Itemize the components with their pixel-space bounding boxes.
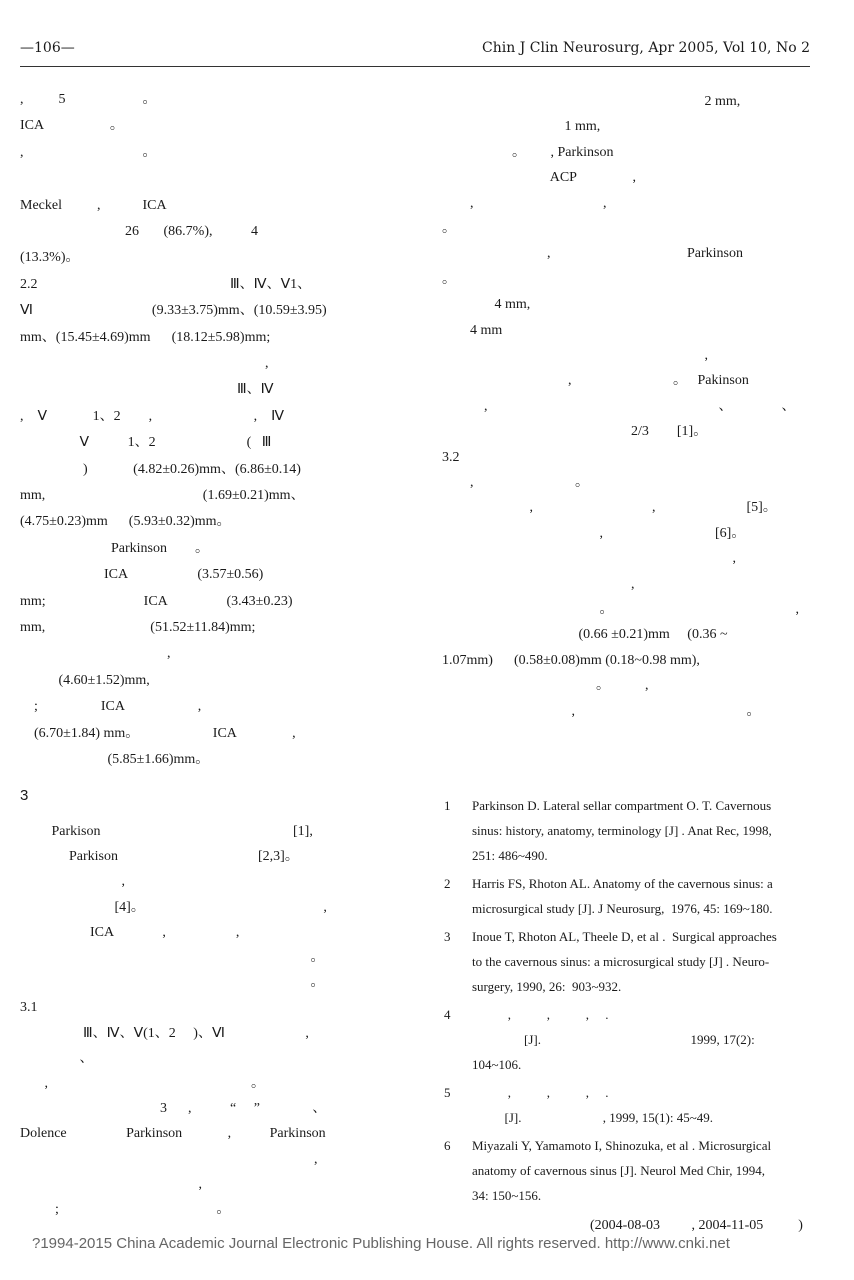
- text-line: Parkison [1],: [20, 824, 313, 839]
- text-line: 。: [442, 221, 456, 236]
- text-line: ,: [442, 348, 708, 363]
- text-line: [4]。 ,: [20, 899, 327, 915]
- text-line: , 5 。: [20, 92, 157, 107]
- text-line: Parkison [2,3]。: [20, 849, 299, 865]
- reference-line: 251: 486~490.: [472, 848, 548, 863]
- text-line: 4 mm: [442, 322, 503, 338]
- text-line: Parkinson 。: [20, 540, 209, 556]
- text-line: Ⅲ、Ⅳ: [20, 382, 274, 398]
- text-line: 2.2 Ⅲ、Ⅳ、Ⅴ1、: [20, 276, 312, 292]
- text-line: ,: [20, 1176, 202, 1192]
- text-line: 2 mm,: [442, 94, 741, 109]
- text-line: 1.07mm) (0.58±0.08)mm (0.18~0.98 mm),: [442, 652, 700, 668]
- text-line: ,: [20, 1151, 318, 1167]
- text-line: 3 , “ ” 、: [20, 1101, 327, 1117]
- reference-line: , , , .: [472, 1007, 609, 1022]
- text-line: Ⅵ (9.33±3.75)mm、(10.59±3.95): [20, 303, 327, 319]
- page-number: —106—: [20, 40, 75, 56]
- text-line: ,: [20, 646, 171, 662]
- reference-number: 2: [444, 876, 451, 891]
- reference-line: 104~106.: [472, 1057, 522, 1072]
- text-line: (6.70±1.84) mm。 ICA ,: [20, 725, 296, 741]
- reference-number: 4: [444, 1007, 451, 1022]
- text-line: ICA , ,: [20, 924, 240, 940]
- text-line: ,: [20, 874, 125, 890]
- section-heading: 3: [20, 787, 29, 804]
- text-line: , 、 、: [442, 398, 796, 414]
- text-line: , 。: [20, 1076, 265, 1091]
- text-line: , 。 Pakinson: [442, 373, 749, 389]
- text-line: ICA 。: [20, 118, 124, 134]
- copyright-footer: ?1994-2015 China Academic Journal Electronic Publishing House. All rights reserved. http://www.cnki.net: [32, 1235, 730, 1252]
- text-line: ) (4.82±0.26)mm、(6.86±0.14): [20, 461, 301, 477]
- header-rule: [20, 66, 810, 67]
- text-line: 。 ,: [442, 602, 799, 617]
- text-line: (5.85±1.66)mm。: [20, 752, 210, 767]
- text-line: ,: [442, 551, 736, 567]
- text-line: 、: [20, 1050, 94, 1066]
- text-line: 。 ,: [442, 678, 649, 694]
- reference-line: 34: 150~156.: [472, 1188, 542, 1203]
- text-line: , Parkinson: [442, 246, 743, 262]
- text-line: , 。: [442, 703, 761, 719]
- text-line: , 。: [442, 475, 589, 490]
- text-line: (4.75±0.23)mm (5.93±0.32)mm。: [20, 514, 231, 530]
- text-line: Dolence Parkinson , Parkinson: [20, 1126, 326, 1142]
- reference-number: 3: [444, 929, 451, 944]
- text-line: mm, (1.69±0.21)mm、: [20, 488, 305, 503]
- text-line: ; ICA ,: [20, 699, 202, 715]
- text-line: (0.66 ±0.21)mm (0.36 ~: [442, 627, 728, 643]
- text-line: Ⅲ、Ⅳ、Ⅴ(1、2 )、Ⅵ ,: [20, 1025, 309, 1041]
- text-line: mm, (51.52±11.84)mm;: [20, 620, 256, 635]
- text-line: ACP ,: [442, 170, 636, 186]
- journal-header: Chin J Clin Neurosurg, Apr 2005, Vol 10, No 2: [482, 40, 810, 56]
- text-line: 3.2: [442, 449, 460, 465]
- reference-line: surgery, 1990, 26: 903~932.: [472, 979, 622, 994]
- text-line: ,: [20, 356, 269, 371]
- text-line: , Ⅴ 1、2 , , Ⅳ: [20, 408, 284, 424]
- reference-line: Parkinson D. Lateral sellar compartment O. T. Cavernous: [472, 798, 772, 813]
- reference-line: Inoue T, Rhoton AL, Theele D, et al . Surgical approaches: [472, 929, 777, 944]
- reference-line: [J]. 1999, 17(2):: [472, 1032, 755, 1047]
- text-line: , ,: [442, 195, 607, 211]
- reference-line: Harris FS, Rhoton AL. Anatomy of the cavernous sinus: a: [472, 876, 773, 891]
- reference-line: , , , .: [472, 1085, 609, 1100]
- text-line: 3.1: [20, 1000, 38, 1016]
- text-line: 。 , Parkinson: [442, 144, 614, 160]
- text-line: , 。: [20, 144, 157, 160]
- received-date: (2004-08-03 , 2004-11-05 ): [590, 1218, 803, 1233]
- text-line: Ⅴ 1、2 ( Ⅲ: [20, 435, 272, 451]
- text-line: , [6]。: [442, 525, 746, 541]
- text-line: ,: [442, 576, 635, 592]
- text-line: 26 (86.7%), 4: [20, 224, 258, 239]
- reference-number: 1: [444, 798, 451, 813]
- text-line: 2/3 [1]。: [442, 424, 708, 440]
- text-line: mm; ICA (3.43±0.23): [20, 593, 293, 609]
- reference-number: 6: [444, 1138, 451, 1153]
- reference-line: anatomy of cavernous sinus [J]. Neurol Med Chir, 1994,: [472, 1163, 766, 1178]
- reference-line: [J]. , 1999, 15(1): 45~49.: [472, 1110, 714, 1125]
- text-line: mm、(15.45±4.69)mm (18.12±5.98)mm;: [20, 329, 271, 345]
- text-line: Meckel , ICA: [20, 197, 167, 213]
- text-line: 1 mm,: [442, 119, 601, 135]
- text-line: ; 。: [20, 1202, 231, 1217]
- reference-line: microsurgical study [J]. J Neurosurg, 1976, 45: 169~180.: [472, 901, 773, 916]
- reference-line: sinus: history, anatomy, terminology [J] . Anat Rec, 1998,: [472, 823, 772, 838]
- reference-number: 5: [444, 1085, 451, 1100]
- text-line: ICA (3.57±0.56): [20, 567, 264, 583]
- reference-line: Miyazali Y, Yamamoto I, Shinozuka, et al . Microsurgical: [472, 1138, 772, 1153]
- text-line: , , [5]。: [442, 500, 777, 516]
- text-line: 4 mm,: [442, 297, 531, 313]
- reference-line: to the cavernous sinus: a microsurgical study [J] . Neuro-: [472, 954, 770, 969]
- text-line: (4.60±1.52)mm,: [20, 672, 150, 688]
- text-line: (13.3%)。: [20, 250, 80, 266]
- text-line: 。: [20, 975, 325, 991]
- text-line: 。: [20, 950, 325, 965]
- text-line: 。: [442, 271, 456, 287]
